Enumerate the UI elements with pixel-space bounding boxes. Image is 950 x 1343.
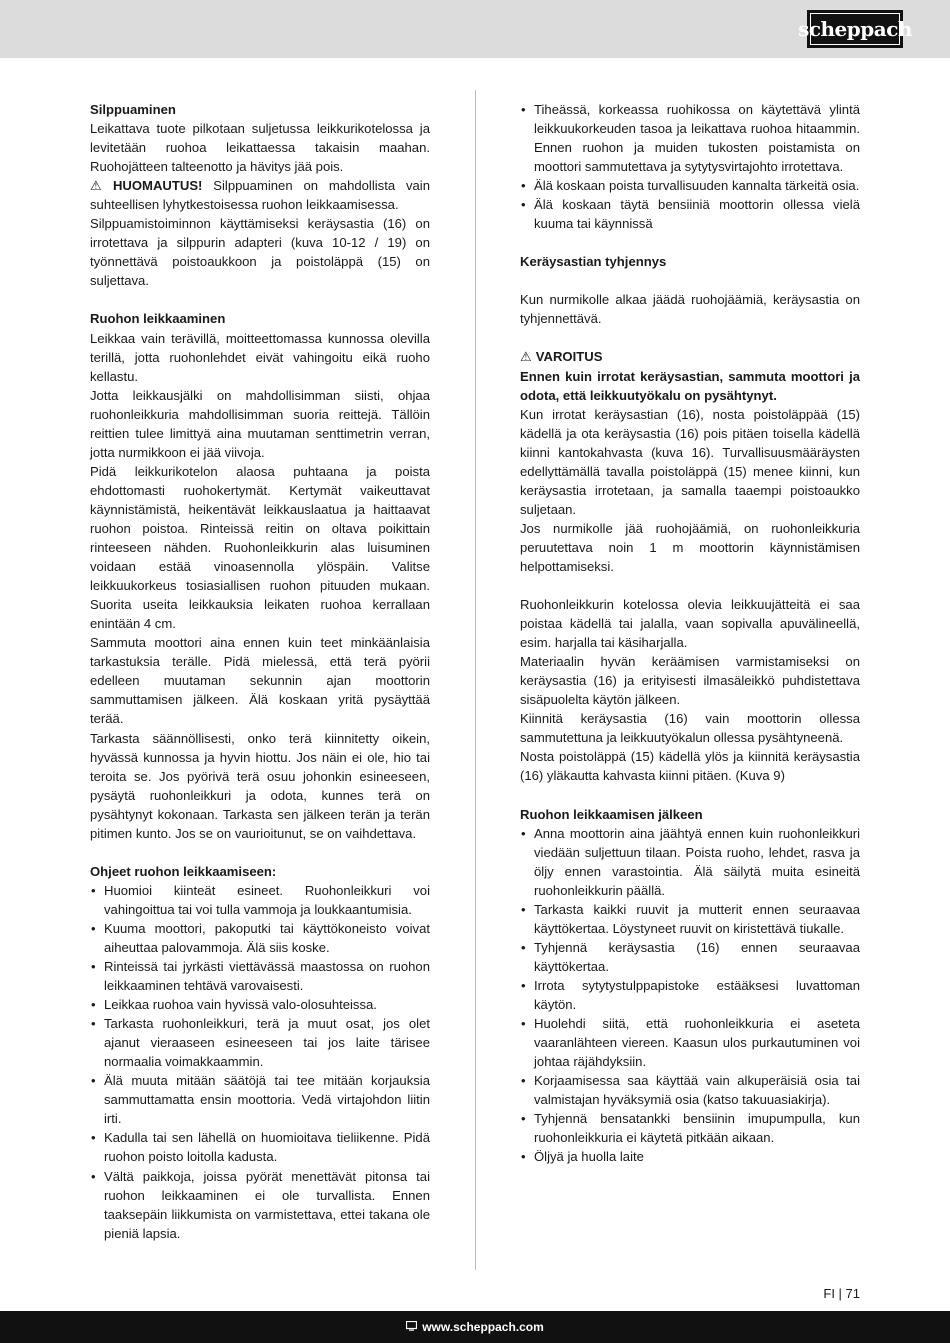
list-item: • Älä muuta mitään säätöjä tai tee mitään korjauksia sammuttamatta ensin moottoria. Vedä virtajohdon liitin irti. (90, 1071, 430, 1128)
column-divider (475, 90, 476, 1270)
paragraph: Nosta poistoläppä (15) kädellä ylös ja kiinnitä keräysastia (16) yläkautta kahvasta kiinni pitäen. (Kuva 9) (520, 749, 860, 784)
paragraph: Sammuta moottori aina ennen kuin teet minkäänlaisia tarkastuksia terälle. Pidä mielessä, että terä pyörii edelleen muutaman sekunnin ajan moottorin sammuttamisen jälkeen. Älä koskaan yritä pysäyttää terää. (90, 635, 430, 727)
warning-icon: ⚠ (520, 349, 532, 365)
list-item: • Tyhjennä keräysastia (16) ennen seuraavaa käyttökertaa. (520, 938, 860, 976)
list-item: • Kadulla tai sen lähellä on huomioitava tieliikenne. Pidä ruohon poisto loitolla kadusta. (90, 1128, 430, 1166)
list-item: • Huomioi kiinteät esineet. Ruohonleikkuri voi vahingoittua tai voi tulla vammoja ja loukkaantumisia. (90, 881, 430, 919)
section-title: Silppuaminen (90, 102, 176, 117)
section-title: Ohjeet ruohon leikkaamiseen: (90, 863, 277, 879)
page-number: FI | 71 (823, 1286, 860, 1301)
warning-icon: ⚠ (90, 178, 109, 194)
note-label: HUOMAUTUS! (112, 178, 203, 194)
paragraph: Jos nurmikolle jää ruohojäämiä, on ruohonleikkuria peruutettava noin 1 m moottorin käynnistämisen helpottamiseksi. (520, 520, 860, 574)
warning-label: VAROITUS (535, 349, 603, 365)
section-title: Keräysastian tyhjennys (520, 254, 667, 270)
paragraph: Tarkasta säännöllisesti, onko terä kiinnitetty oikein, hyvässä kunnossa ja hyvin hiottu. Jos näin ei ole, hio tai teroita se. Jos pyörivä terä osuu johonkin esineeseen, pysäytä ruohonleikkuri ja odota, kunnes terä on pysähtynyt kokonaan. Tarkasta sen jälkeen terän ja terän pitimen kunto. Jos se on vaurioitunut, se on vaihdettava. (90, 730, 430, 841)
list-item: • Huolehdi siitä, että ruohonleikkuria ei aseteta vaaranlähteen viereen. Kaasun ulos purkautuminen voi johtaa räjähdyksiin. (520, 1014, 860, 1071)
warning-heading (520, 347, 860, 366)
paragraph: Silppuamistoiminnon käyttämiseksi keräysastia (16) on irrotettava ja silppurin adapteri (kuva 10-12 / 19) on työnnettävä poistoaukkoon ja poistoläppä (15) on suljettava. (90, 216, 430, 289)
paragraph: Kun nurmikolle alkaa jäädä ruohojäämiä, keräysastia on tyhjennettävä. (520, 292, 860, 327)
list-item: • Kuuma moottori, pakoputki tai käyttökoneisto voivat aiheuttaa palovammoja. Älä siis koske. (90, 919, 430, 957)
list-item: • Tiheässä, korkeassa ruohikossa on käytettävä ylintä leikkuukorkeuden tasoa ja leikattava ruohoa hitaammin. Ennen ruohon ja muiden tukosten poistamista on moottori sammutettava ja sytytysvirtajohto irrotettava. (520, 100, 860, 176)
list-item: • Tarkasta ruohonleikkuri, terä ja muut osat, jos olet ajanut vieraaseen esineeseen tai jos laite tärisee normaalia voimakkaammin. (90, 1014, 430, 1071)
note-paragraph (90, 176, 430, 214)
brand-logo: scheppach (807, 10, 903, 48)
note-text: Silppuaminen on mahdollista vain suhteellisen lyhytkestoisessa ruohon leikkaamisessa. (90, 178, 430, 213)
section-title: Ruohon leikkaamisen jälkeen (520, 806, 703, 822)
bullet-list (520, 100, 860, 233)
list-item: • Anna moottorin aina jäähtyä ennen kuin ruohonleikkuri viedään suljettuun tilaan. Poista ruoho, lehdet, rasva ja öljy ennen varastointia. Älä säilytä muita esineitä ruohonleikkurin päällä. (520, 824, 860, 900)
list-item: • Irrota sytytystulppapistoke estääksesi luvattoman käytön. (520, 976, 860, 1014)
paragraph: Kiinnitä keräysastia (16) vain moottorin ollessa sammutettuna ja leikkuutyökalun ollessa pysähtyneenä. (520, 711, 860, 746)
paragraph: Pidä leikkurikotelon alaosa puhtaana ja poista ehdottomasti ruohokertymät. Kertymät vaikeuttavat käynnistämistä, heikentävät leikkauslaatua ja haittaavat ruohon poistoa. Rinteissä reitin on oltava poikittain rinteeseen nähden. Ruohonleikkurin alas luisuminen voidaan estää vinoasennolla ylöspäin. Valitse leikkuukorkeus tosiasiallisen ruohon pituuden mukaan. Suorita useita leikkauksia leikaten ruohoa kerrallaan enintään 4 cm. (90, 463, 430, 632)
paragraph: Ruohonleikkurin kotelossa olevia leikkuujätteitä ei saa poistaa kädellä tai jalalla, vaan sopivalla apuvälineellä, esim. harjalla tai käsiharjalla. (520, 597, 860, 651)
warning-text: Ennen kuin irrotat keräysastian, sammuta moottori ja odota, että leikkuutyökalu on pysähtynyt. (520, 368, 860, 403)
monitor-icon (406, 1320, 417, 1334)
bullet-list (520, 824, 860, 1167)
footer-bar (0, 1311, 950, 1343)
list-item: • Öljyä ja huolla laite (520, 1147, 860, 1166)
paragraph: Jotta leikkausjälki on mahdollisimman siisti, ohjaa ruohonleikkuria mahdollisimman suoria reittejä. Tällöin reittien tulee limittyä aina muutaman senttimetrin verran, jotta nurmikkoon ei jää viivoja. (90, 387, 430, 460)
left-column (90, 100, 430, 1243)
section-title: Ruohon leikkaaminen (90, 311, 226, 327)
list-item: • Älä koskaan täytä bensiiniä moottorin ollessa vielä kuuma tai käynnissä (520, 195, 860, 233)
list-item: • Korjaamisessa saa käyttää vain alkuperäisiä osia tai valmistajan hyväksymiä osia (katso takuuasiakirja). (520, 1071, 860, 1109)
list-item: • Rinteissä tai jyrkästi viettävässä maastossa on ruohon leikkaaminen tehtävä varovaisesti. (90, 957, 430, 995)
paragraph: Kun irrotat keräysastian (16), nosta poistoläppää (15) kädellä ja ota keräysastia (16) pois pitäen toisella kädellä kiinni kantokahvasta (kuva 16). Turvallisuusmääräysten edellyttämällä tavalla poistoläppä (15) menee kiinni, kun keräysastia irrotetaan, ja samalla taaempi poistoaukko suljetaan. (520, 406, 860, 517)
website-link[interactable]: www.scheppach.com (422, 1320, 544, 1334)
paragraph: Leikkaa vain terävillä, moitteettomassa kunnossa olevilla terillä, jotta ruohonlehdet eivät vahingoitu eikä ruoho kellastu. (90, 330, 430, 384)
list-item: • Tarkasta kaikki ruuvit ja mutterit ennen seuraavaa käyttökertaa. Löystyneet ruuvit on kiristettävä tiukalle. (520, 900, 860, 938)
header-bar (0, 0, 950, 58)
paragraph: Materiaalin hyvän keräämisen varmistamiseksi on keräysastia (16) ja erityisesti ilmasäleikkö puhdistettava sisäpuolelta käytön jälkeen. (520, 654, 860, 708)
paragraph: Leikattava tuote pilkotaan suljetussa leikkurikotelossa ja levitetään ruohoa leikattaessa takaisin maahan. Ruohojätteen talteenotto ja hävitys jää pois. (90, 121, 430, 175)
list-item: • Vältä paikkoja, joissa pyörät menettävät pitonsa tai ruohon leikkaaminen ei ole turvallista. Ennen taaksepäin liikkumista on varmistettava, ettei takana ole pieniä lapsia. (90, 1167, 430, 1243)
list-item: • Älä koskaan poista turvallisuuden kannalta tärkeitä osia. (520, 176, 860, 195)
list-item: • Tyhjennä bensatankki bensiinin imupumpulla, kun ruohonleikkuria ei käytetä pitkään aikaan. (520, 1109, 860, 1147)
bullet-list (90, 881, 430, 1243)
right-column (520, 100, 860, 1166)
list-item: • Leikkaa ruohoa vain hyvissä valo-olosuhteissa. (90, 995, 430, 1014)
